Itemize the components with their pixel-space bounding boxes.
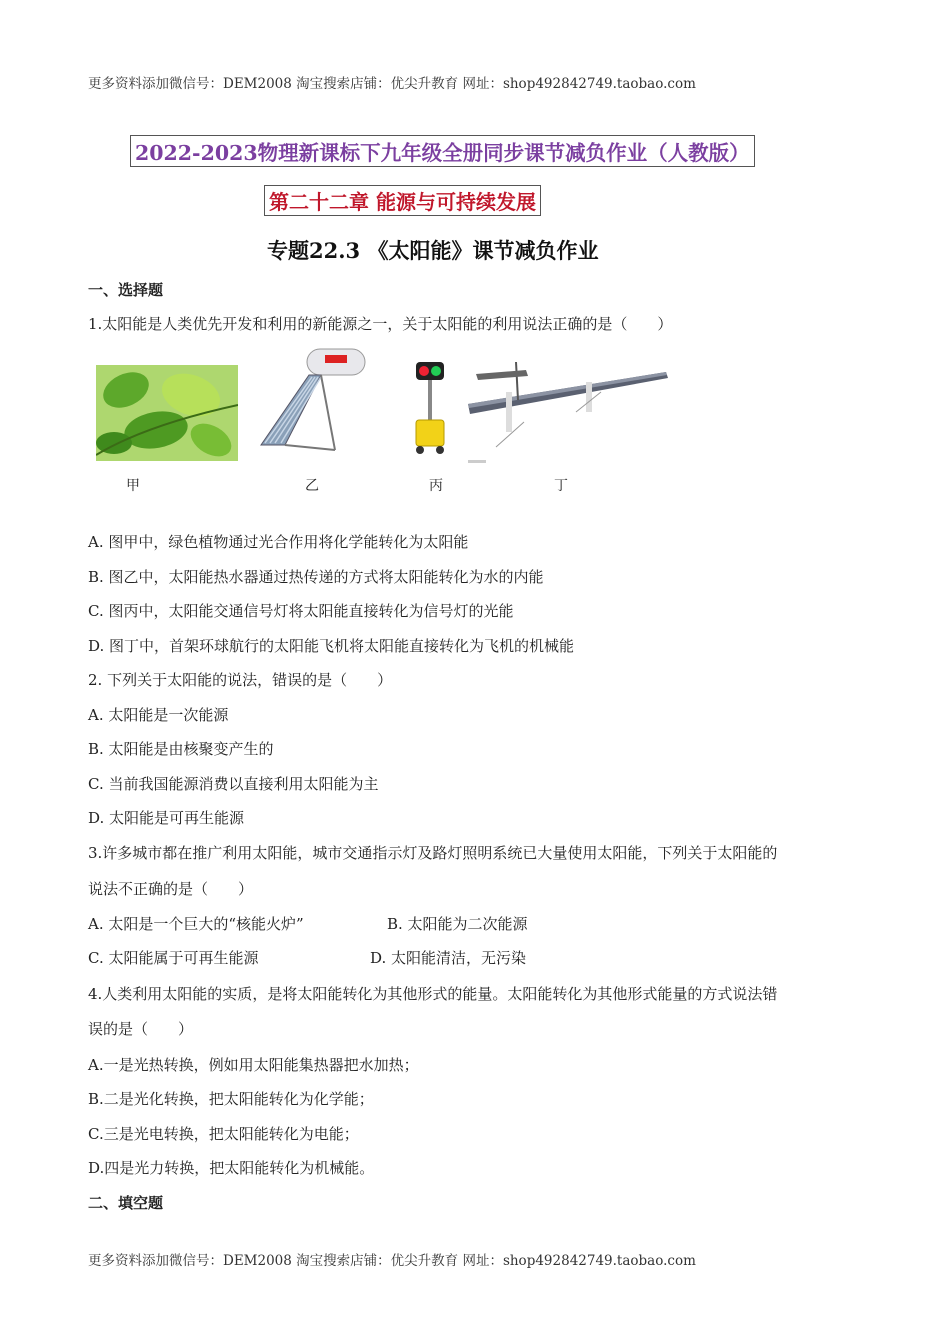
question-2-option-a: A. 太阳能是一次能源 bbox=[88, 706, 229, 724]
question-1-option-d: D. 图丁中，首架环球航行的太阳能飞机将太阳能直接转化为飞机的机械能 bbox=[88, 637, 575, 655]
question-3-stem-line-1: 3.许多城市都在推广利用太阳能，城市交通指示灯及路灯照明系统已大量使用太阳能，下列关于太阳能的 bbox=[88, 844, 778, 862]
question-2-stem: 2. 下列关于太阳能的说法，错误的是（ ） bbox=[88, 671, 393, 689]
question-1-option-b: B. 图乙中，太阳能热水器通过热传递的方式将太阳能转化为水的内能 bbox=[88, 568, 544, 586]
question-2-option-b: B. 太阳能是由核聚变产生的 bbox=[88, 740, 274, 758]
leaves-image bbox=[96, 365, 238, 461]
question-3-option-d: D. 太阳能清洁，无污染 bbox=[370, 949, 527, 967]
question-4-option-b: B.二是光化转换，把太阳能转化为化学能； bbox=[88, 1090, 374, 1108]
page-header: 更多资料添加微信号：DEM2008 淘宝搜索店铺：优尖升教育 网址：shop492842749.taobao.com bbox=[88, 76, 696, 92]
question-2-option-d: D. 太阳能是可再生能源 bbox=[88, 809, 245, 827]
figure-caption-ding: 丁 bbox=[554, 478, 568, 494]
question-3-option-a: A. 太阳是一个巨大的“核能火炉” bbox=[88, 915, 304, 933]
section-heading-choice: 一、选择题 bbox=[88, 281, 164, 299]
question-3-option-b: B. 太阳能为二次能源 bbox=[387, 915, 528, 933]
figure-caption-jia: 甲 bbox=[126, 478, 140, 494]
question-1-option-a: A. 图甲中，绿色植物通过光合作用将化学能转化为太阳能 bbox=[88, 533, 469, 551]
chapter-title: 第二十二章 能源与可持续发展 bbox=[264, 185, 541, 216]
question-1-stem: 1.太阳能是人类优先开发和利用的新能源之一，关于太阳能的利用说法正确的是（ ） bbox=[88, 315, 673, 333]
question-3-stem-line-2: 说法不正确的是（ ） bbox=[88, 880, 254, 898]
solar-airplane-image bbox=[466, 352, 670, 464]
question-4-option-c: C.三是光电转换，把太阳能转化为电能； bbox=[88, 1125, 359, 1143]
solar-traffic-light-image bbox=[410, 358, 450, 456]
question-4-stem-line-2: 误的是（ ） bbox=[88, 1020, 194, 1038]
question-3-option-c: C. 太阳能属于可再生能源 bbox=[88, 949, 259, 967]
question-1-option-c: C. 图丙中，太阳能交通信号灯将太阳能直接转化为信号灯的光能 bbox=[88, 602, 514, 620]
figure-caption-bing: 丙 bbox=[429, 478, 443, 494]
figure-caption-yi: 乙 bbox=[305, 478, 319, 494]
question-2-option-c: C. 当前我国能源消费以直接利用太阳能为主 bbox=[88, 775, 379, 793]
question-4-option-d: D.四是光力转换，把太阳能转化为机械能。 bbox=[88, 1159, 375, 1177]
section-heading-fill: 二、填空题 bbox=[88, 1194, 164, 1212]
topic-title: 专题22.3 《太阳能》课节减负作业 bbox=[267, 238, 599, 263]
question-4-option-a: A.一是光热转换，例如用太阳能集热器把水加热； bbox=[88, 1056, 419, 1074]
series-title: 2022-2023物理新课标下九年级全册同步课节减负作业（人教版） bbox=[130, 135, 755, 167]
solar-water-heater-image bbox=[255, 345, 367, 455]
page-footer: 更多资料添加微信号：DEM2008 淘宝搜索店铺：优尖升教育 网址：shop492842749.taobao.com bbox=[88, 1253, 696, 1269]
question-4-stem-line-1: 4.人类利用太阳能的实质，是将太阳能转化为其他形式的能量。太阳能转化为其他形式能量的方式说法错 bbox=[88, 985, 778, 1003]
